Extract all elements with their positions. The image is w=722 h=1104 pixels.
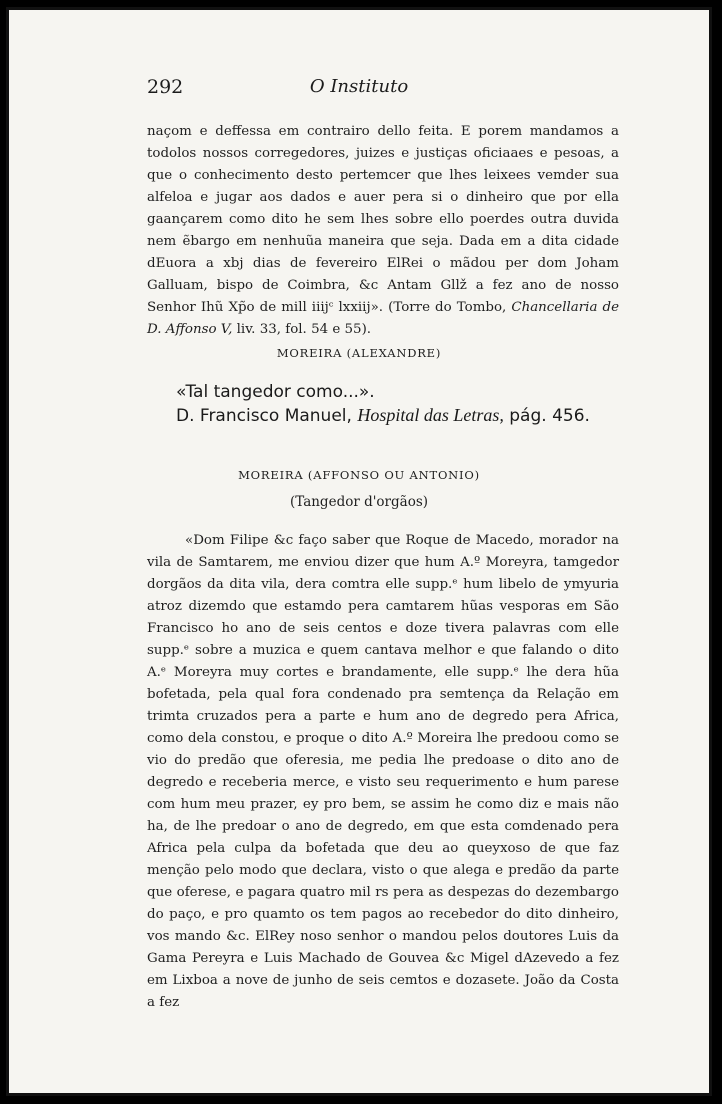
section-heading-affonso: MOREIRA (AFFONSO OU ANTONIO) — [238, 468, 480, 482]
paragraph-text-a: naçom e deffessa em contrairo dello feita. E porem mandamos a todolos nossos corregedores, juizes e justiças oficiaaes e pesoas, a que o conhecimento desto pertemcer que lhes leixees vemder sua alfeloa e jugar aos dados e auer pera si o dinheiro que por ella gaançarem como dito he sem lhes sobre ello poerdes outra duvida nem ẽbargo em nenhuũa maneira que seja. Dada em a dita cidade dEuora a xbj dias de fevereiro ElRei o mãdou per dom Joham Galluam, bispo de Coimbra, &c Antam Gllž a fez ano de nosso Senhor Ihũ Xp̃o de mill iiijᶜ lxxiij». (Torre do Tombo, — [147, 124, 619, 315]
running-title: O Instituto — [309, 76, 409, 97]
transcription-text: «Dom Filipe &c faço saber que Roque de Macedo, morador na vila de Samtarem, me enviou dizer que hum A.º Moreyra, tamgedor dorgãos da dita vila, dera comtra elle supp.ᵉ hum libelo de ymyuria atroz dizemdo que estamdo pera camtarem hũas vesporas em São Francisco ho ano de seis centos e doze tivera palavras com elle supp.ᵉ sobre a muzica e quem cantava melhor e que falando o dito A.ᵉ Moreyra muy cortes e brandamente, elle supp.ᵉ lhe dera hũa bofetada, pela qual fora condenado pra semtença da Relação em trimta cruzados pera a parte e hum ano de degredo pera Africa, como dela constou, e proque o dito A.º Moreira lhe predoou como se vio do predão que oferesia, me pedia lhe predoase o dito ano de degredo e receberia merce, e visto seu requerimento e hum parese com hum meu prazer, ey pro bem, se assim he como diz e mais não ha, de lhe predoar o ano de degredo, em que esta comdenado pera Africa pela culpa da bofetada que deu ao queyxoso de que faz menção pelo modo que declara, visto o que alega e predão da parte que oferese, e pagara quatro mil rs pera as despezas do dezembargo do paço, e pro quamto os tem pagos ao recebedor do dito dinheiro, vos mando &c. ElRey noso senhor o mandou pelos doutores Luis da Gama Pereyra e Luis Machado de Gouvea &c Migel dAzevedo a fez em Lixboa a nove de junho de seis cemtos e dozasete. João da Costa a fez — [147, 533, 619, 1010]
quote-source — [176, 404, 636, 428]
paragraph-text-b: liv. 33, fol. 54 e 55). — [232, 322, 372, 337]
page-number: 292 — [147, 76, 184, 98]
section-subheading: (Tangedor d'orgãos) — [289, 494, 429, 510]
quote-author: D. Francisco Manuel, — [176, 406, 358, 426]
paragraph-continuation — [147, 121, 619, 341]
quote-block — [176, 381, 636, 428]
quote-line: «Tal tangedor como...». — [176, 382, 375, 402]
page-header — [9, 76, 709, 102]
document-transcription — [147, 530, 619, 1014]
book-page — [6, 7, 712, 1096]
paragraph-text — [147, 121, 619, 341]
quote-page: pág. 456. — [503, 406, 590, 426]
quote-work-title: Hospital das Letras, — [357, 405, 504, 425]
citation-title: Chancellaria de D. Affonso V, — [147, 300, 619, 337]
section-heading-alexandre: MOREIRA (ALEXANDRE) — [276, 346, 442, 360]
